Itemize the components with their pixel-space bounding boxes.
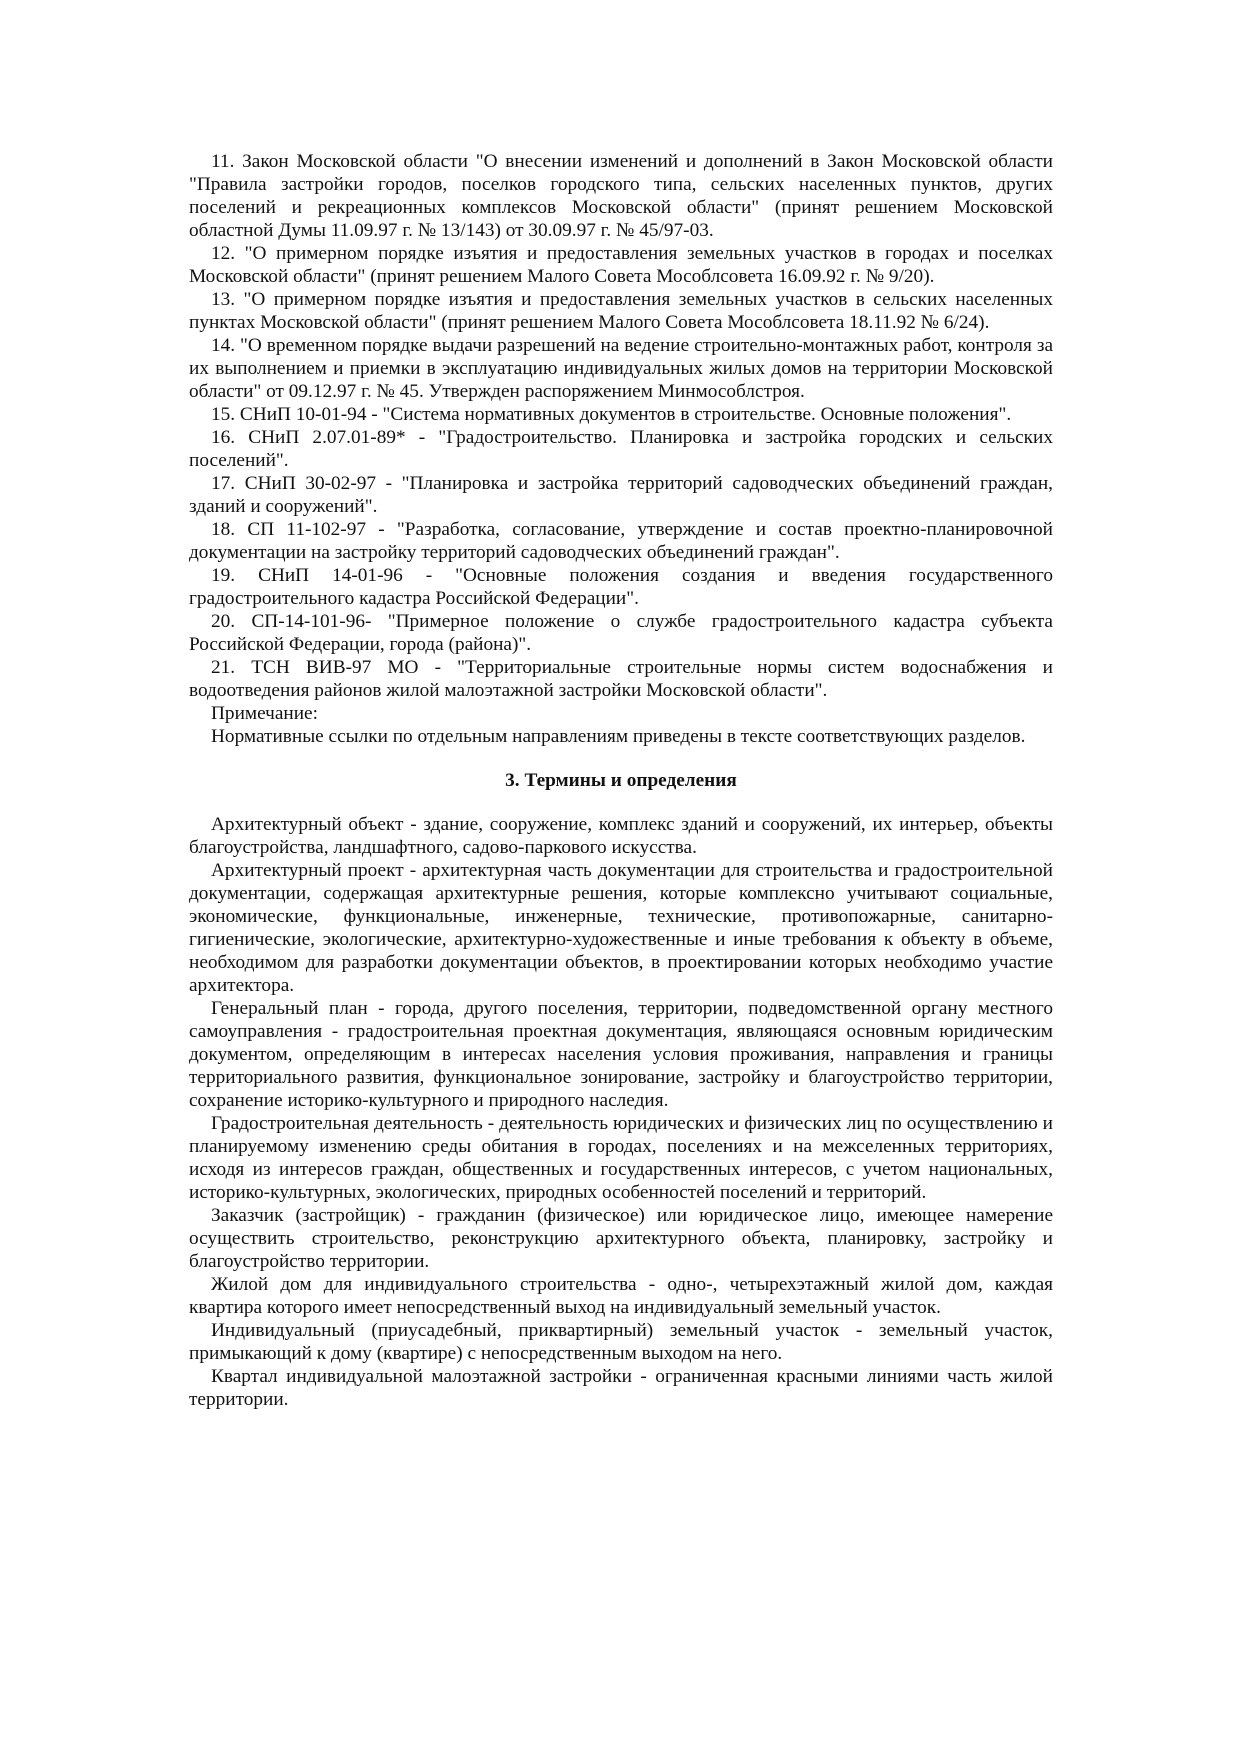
reference-item-18: 18. СП 11-102-97 - "Разработка, согласование, утверждение и состав проектно-планировочной документации на застройку территорий садоводческих объединений граждан". xyxy=(189,519,1053,563)
reference-item-17: 17. СНиП 30-02-97 - "Планировка и застройка территорий садоводческих объединений граждан, зданий и сооружений". xyxy=(189,473,1053,517)
reference-item-20: 20. СП-14-101-96- "Примерное положение о службе градостроительного кадастра субъекта Российской Федерации, города (района)". xyxy=(189,611,1053,655)
term-urban-planning-activity: Градостроительная деятельность - деятельность юридических и физических лиц по осуществлению и планируемому изменению среды обитания в городах, поселениях и на межселенных территориях, исходя из интересов граждан, общественных и государственных интересов, с учетом национальных, историко-культурных, экологических, природных особенностей поселений и территорий. xyxy=(189,1113,1053,1203)
term-general-plan: Генеральный план - города, другого поселения, территории, подведомственной органу местного самоуправления - градостроительная проектная документация, являющаяся основным юридическим документом, определяющим в интересах населения условия проживания, направления и границы территориального развития, функциональное зонирование, застройку и благоустройство территории, сохранение историко-культурного и природного наследия. xyxy=(189,998,1053,1111)
reference-item-14: 14. "О временном порядке выдачи разрешений на ведение строительно-монтажных работ, контроля за их выполнением и приемки в эксплуатацию индивидуальных жилых домов на территории Московской области" от 09.12.97 г. № 45. Утвержден распоряжением Минмособлстроя. xyxy=(189,335,1053,402)
document-page xyxy=(189,150,1053,1411)
section-heading: 3. Термины и определения xyxy=(505,770,737,791)
note-label: Примечание: xyxy=(211,703,318,724)
reference-item-15: 15. СНиП 10-01-94 - "Система нормативных документов в строительстве. Основные положения". xyxy=(211,404,1012,425)
terms-list xyxy=(189,813,1053,1411)
term-low-rise-block: Квартал индивидуальной малоэтажной застройки - ограниченная красными линиями часть жилой территории. xyxy=(189,1366,1053,1410)
note-text: Нормативные ссылки по отдельным направлениям приведены в тексте соответствующих разделов. xyxy=(211,726,1026,747)
references-list xyxy=(189,150,1053,702)
reference-item-19: 19. СНиП 14-01-96 - "Основные положения создания и введения государственного градостроительного кадастра Российской Федерации". xyxy=(189,565,1053,609)
reference-item-16: 16. СНиП 2.07.01-89* - "Градостроительство. Планировка и застройка городских и сельских поселений". xyxy=(189,427,1053,471)
term-individual-house: Жилой дом для индивидуального строительства - одно-, четырехэтажный жилой дом, каждая квартира которого имеет непосредственный выход на индивидуальный земельный участок. xyxy=(189,1274,1053,1318)
reference-item-21: 21. ТСН ВИВ-97 МО - "Территориальные строительные нормы систем водоснабжения и водоотведения районов жилой малоэтажной застройки Московской области". xyxy=(189,657,1053,701)
term-individual-land-plot: Индивидуальный (приусадебный, приквартирный) земельный участок - земельный участок, примыкающий к дому (квартире) с непосредственным выходом на него. xyxy=(189,1320,1053,1364)
reference-item-12: 12. "О примерном порядке изъятия и предоставления земельных участков в городах и поселках Московской области" (принят решением Малого Совета Мособлсовета 16.09.92 г. № 9/20). xyxy=(189,243,1053,287)
term-architectural-project: Архитектурный проект - архитектурная часть документации для строительства и градостроительной документации, содержащая архитектурные решения, которые комплексно учитывают социальные, экономические, функциональные, инженерные, технические, противопожарные, санитарно-гигиенические, экологические, архитектурно-художественные и иные требования к объекту в объеме, необходимом для разработки документации объектов, в проектировании которых необходимо участие архитектора. xyxy=(189,860,1053,996)
term-architectural-object: Архитектурный объект - здание, сооружение, комплекс зданий и сооружений, их интерьер, объекты благоустройства, ландшафтного, садово-паркового искусства. xyxy=(189,814,1053,858)
term-customer: Заказчик (застройщик) - гражданин (физическое) или юридическое лицо, имеющее намерение осуществить строительство, реконструкцию архитектурного объекта, планировку, застройку и благоустройство территории. xyxy=(189,1205,1053,1272)
reference-item-11: 11. Закон Московской области "О внесении изменений и дополнений в Закон Московской области "Правила застройки городов, поселков городского типа, сельских населенных пунктов, других поселений и рекреационных комплексов Московской области" (принят решением Московской областной Думы 11.09.97 г. № 13/143) от 30.09.97 г. № 45/97-03. xyxy=(189,151,1053,241)
reference-item-13: 13. "О примерном порядке изъятия и предоставления земельных участков в сельских населенных пунктах Московской области" (принят решением Малого Совета Мособлсовета 18.11.92 № 6/24). xyxy=(189,289,1053,333)
